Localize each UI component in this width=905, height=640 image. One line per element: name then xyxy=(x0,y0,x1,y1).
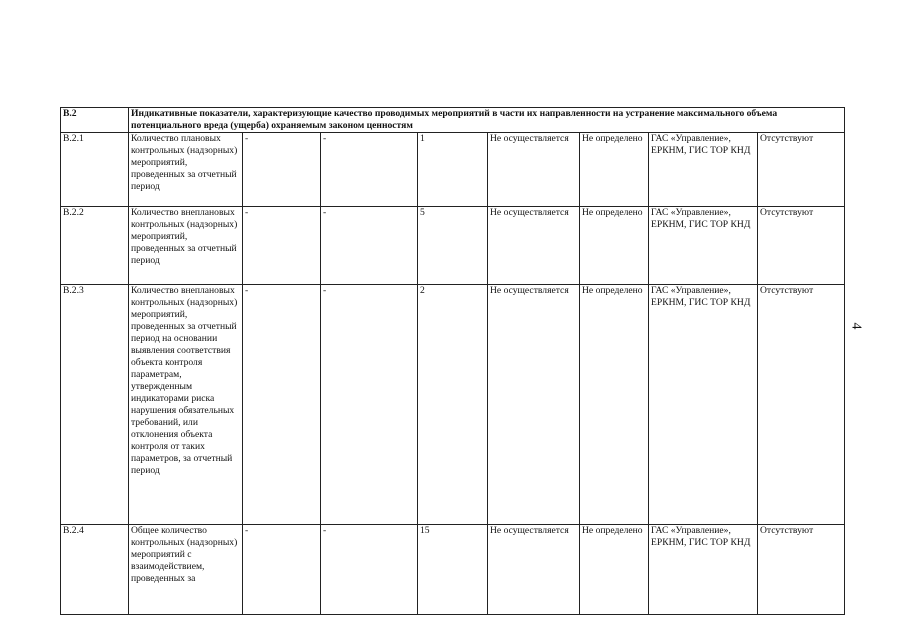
indicator-name: Количество плановых контрольных (надзорных) мероприятий, проведенных за отчетный период xyxy=(129,133,243,207)
cell-notes: Отсутствуют xyxy=(758,285,845,525)
cell-col3: - xyxy=(243,285,321,525)
cell-value: 2 xyxy=(418,285,488,525)
page-number: 4 xyxy=(848,322,864,330)
table-row xyxy=(61,133,845,207)
cell-value: 1 xyxy=(418,133,488,207)
cell-col3: - xyxy=(243,133,321,207)
row-code: В.2.3 xyxy=(61,285,129,525)
section-header-row xyxy=(61,108,845,133)
section-title: Индикативные показатели, характеризующие качество проводимых мероприятий в части их направленности на устранение максимального объема потенциального вреда (ущерба) охраняемым законом ценностям xyxy=(129,108,845,133)
cell-notes: Отсутствуют xyxy=(758,133,845,207)
cell-col4: - xyxy=(321,207,418,285)
cell-status: Не определено xyxy=(580,285,649,525)
cell-implementation: Не осуществляется xyxy=(488,525,580,615)
table-row xyxy=(61,207,845,285)
cell-status: Не определено xyxy=(580,207,649,285)
cell-sources: ГАС «Управление», ЕРКНМ, ГИС ТОР КНД xyxy=(649,525,758,615)
cell-notes: Отсутствуют xyxy=(758,207,845,285)
cell-status: Не определено xyxy=(580,133,649,207)
cell-sources: ГАС «Управление», ЕРКНМ, ГИС ТОР КНД xyxy=(649,285,758,525)
indicator-name: Количество внеплановых контрольных (надзорных) мероприятий, проведенных за отчетный период xyxy=(129,207,243,285)
indicator-table xyxy=(60,107,845,615)
table-row xyxy=(61,285,845,525)
row-code: В.2.4 xyxy=(61,525,129,615)
cell-col4: - xyxy=(321,133,418,207)
cell-implementation: Не осуществляется xyxy=(488,133,580,207)
cell-implementation: Не осуществляется xyxy=(488,207,580,285)
section-code: В.2 xyxy=(61,108,129,133)
cell-sources: ГАС «Управление», ЕРКНМ, ГИС ТОР КНД xyxy=(649,133,758,207)
cell-col4: - xyxy=(321,525,418,615)
row-code: В.2.2 xyxy=(61,207,129,285)
cell-notes: Отсутствуют xyxy=(758,525,845,615)
cell-implementation: Не осуществляется xyxy=(488,285,580,525)
indicator-name: Количество внеплановых контрольных (надзорных) мероприятий, проведенных за отчетный период на основании выявления соответствия объекта контроля параметрам, утвержденным индикаторами риска нарушения обязательных требований, или отклонения объекта контроля от таких параметров, за отчетный период xyxy=(129,285,243,525)
cell-col4: - xyxy=(321,285,418,525)
cell-value: 5 xyxy=(418,207,488,285)
cell-col3: - xyxy=(243,207,321,285)
cell-value: 15 xyxy=(418,525,488,615)
table-row xyxy=(61,525,845,615)
cell-status: Не определено xyxy=(580,525,649,615)
cell-sources: ГАС «Управление», ЕРКНМ, ГИС ТОР КНД xyxy=(649,207,758,285)
row-code: В.2.1 xyxy=(61,133,129,207)
indicator-name: Общее количество контрольных (надзорных) мероприятий с взаимодействием, проведенных за xyxy=(129,525,243,615)
cell-col3: - xyxy=(243,525,321,615)
